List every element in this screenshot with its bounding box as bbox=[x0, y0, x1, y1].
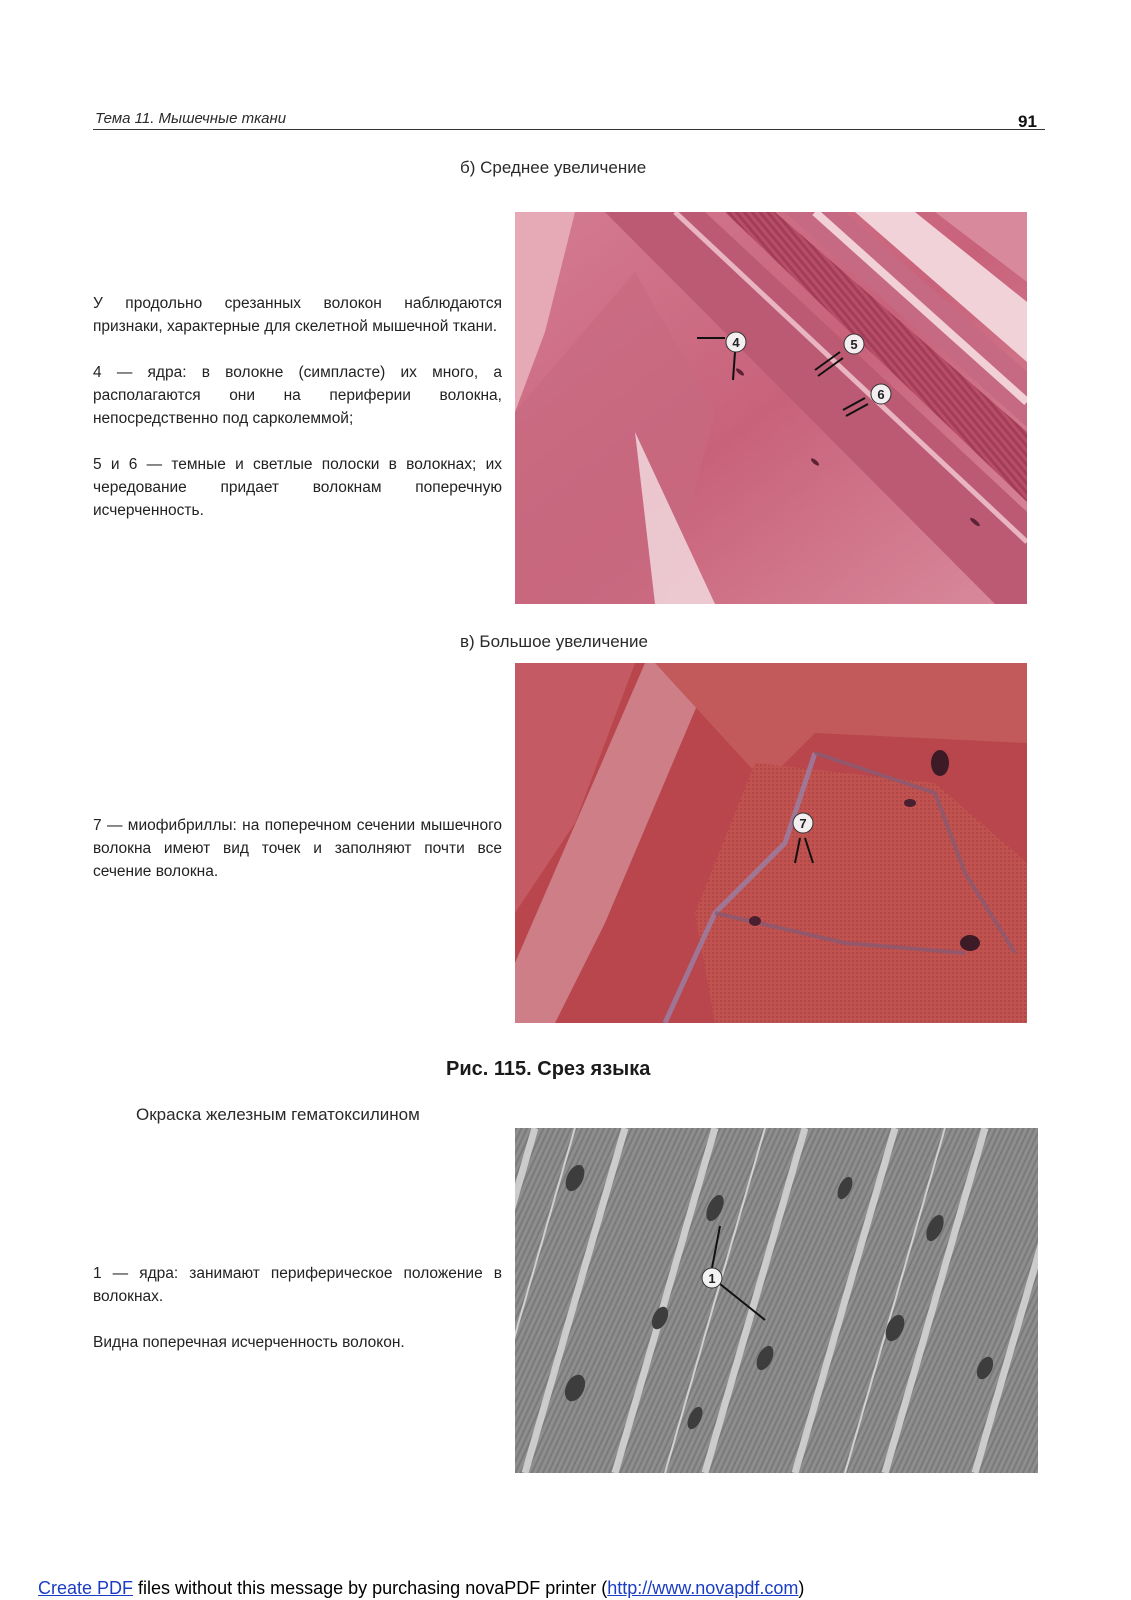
micrograph-medium-magnification bbox=[515, 212, 1027, 604]
micrograph-cross-section bbox=[515, 663, 1027, 1023]
figure-title: Рис. 115. Срез языка bbox=[446, 1058, 651, 1080]
figure-115-paragraph: Видна поперечная исчерченность волокон. bbox=[93, 1334, 405, 1351]
micrograph-longitudinal-fibers bbox=[515, 212, 1027, 604]
micrograph-tongue-fibers bbox=[515, 1128, 1038, 1473]
header-divider bbox=[93, 129, 1045, 130]
section-c-description bbox=[93, 814, 502, 906]
section-b-paragraph: 5 и 6 — темные и светлые полоски в волокнах; их чередование придает волокнам поперечную исчерченность. bbox=[93, 456, 502, 519]
running-header: Тема 11. Мышечные ткани bbox=[95, 110, 287, 127]
footer-text: files without this message by purchasing novaPDF printer ( bbox=[133, 1578, 608, 1598]
section-b-paragraph: 4 — ядра: в волокне (симпласте) их много, а располагаются они на периферии волокна, непосредственно под сарколеммой; bbox=[93, 364, 502, 427]
caption-medium-magnification: б) Среднее увеличение bbox=[460, 158, 647, 177]
create-pdf-link[interactable]: Create PDF bbox=[38, 1578, 134, 1598]
figure-115-paragraph: 1 — ядра: занимают периферическое положение в волокнах. bbox=[93, 1265, 502, 1305]
micrograph-tongue bbox=[515, 1128, 1038, 1473]
figure-115-description bbox=[93, 1262, 502, 1377]
label-5: 5 bbox=[850, 337, 858, 352]
label-1: 1 bbox=[708, 1271, 716, 1286]
section-c-paragraph: 7 — миофибриллы: на поперечном сечении мышечного волокна имеют вид точек и заполняют почти все сечение волокна. bbox=[93, 817, 502, 880]
section-b-paragraph: У продольно срезанных волокон наблюдаются признаки, характерные для скелетной мышечной ткани. bbox=[93, 295, 502, 335]
label-7: 7 bbox=[799, 816, 807, 831]
caption-high-magnification: в) Большое увеличение bbox=[460, 632, 648, 651]
footer-text-end: ) bbox=[798, 1578, 805, 1598]
label-4: 4 bbox=[732, 335, 740, 350]
micrograph-high-magnification bbox=[515, 663, 1027, 1023]
pdf-footer-notice bbox=[38, 1578, 804, 1599]
section-b-description bbox=[93, 292, 502, 545]
page-number: 91 bbox=[1018, 112, 1037, 131]
novapdf-url-link[interactable]: http://www.novapdf.com bbox=[607, 1578, 799, 1598]
label-6: 6 bbox=[877, 387, 885, 402]
stain-caption: Окраска железным гематоксилином bbox=[136, 1105, 420, 1124]
